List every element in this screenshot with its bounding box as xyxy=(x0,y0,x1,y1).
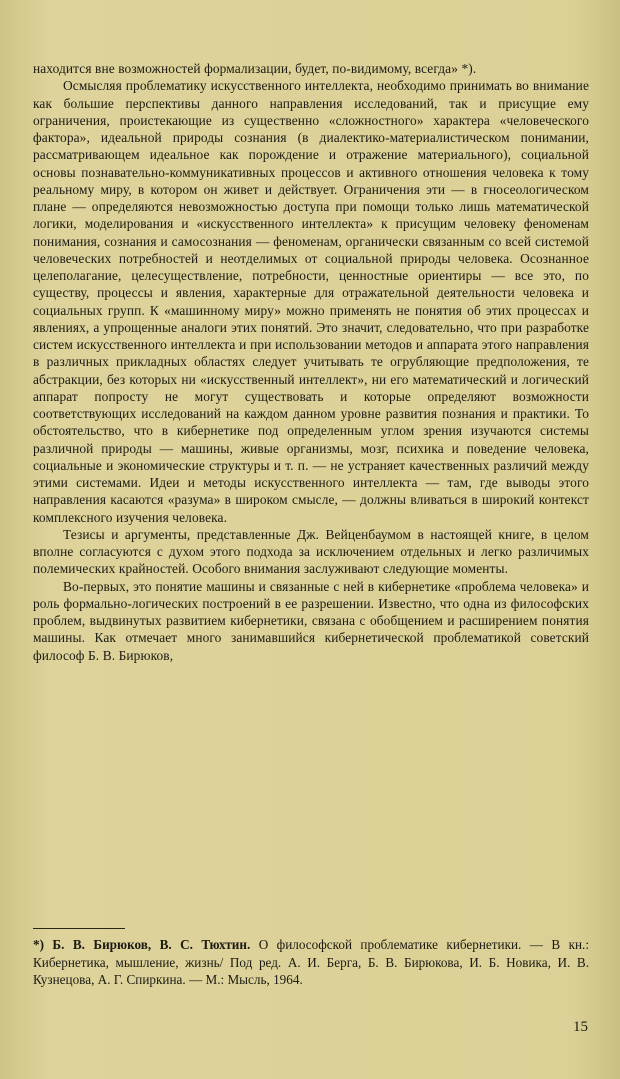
paragraph-theses: Тезисы и аргументы, представленные Дж. Вейценбаумом в настоящей книге, в целом вполне согласуются с духом этого подхода за исключением отдельных и легко различимых полемических крайностей. Особого внимания заслуживают следующие моменты. xyxy=(33,526,589,577)
footnote-marker: *) xyxy=(33,937,44,952)
footnote-divider xyxy=(33,928,125,929)
paragraph-ai-limits: Осмысляя проблематику искусственного интеллекта, необходимо принимать во внимание как большие перспективы данного направления исследований, так и присущие ему ограничения, проистекающие из существенно «сложностного» характера «человеческого фактора», идеальной природы сознания (в диалектико-материалистическом понимании, рассматривающем идеальное как порождение и отражение материального), социальной основы познавательно-коммуникативных процессов и активного отношения человека к тому реальному миру, в котором он живет и действует. Ограничения эти — в гносеологическом плане — определяются невозможностью доступа при помощи только лишь математической логики, моделирования и «искусственного интеллекта» к присущим человеку феноменам понимания, сознания и самосознания — феноменам, органически связанным со всей системой человеческих потребностей и неотделимых от социальной природы человека. Осознанное целеполагание, целесуществление, потребности, ценностные ориентиры — все это, по существу, процессы и явления, характерные для отражательной деятельности человека и социальных групп. К «машинному миру» можно применять не понятия об этих процессах и явлениях, а упрощенные аналоги этих понятий. Это значит, следовательно, что при разработке систем искусственного интеллекта и при использовании методов и аппарата этого направления в различных прикладных областях следует учитывать те огрубляющие предположения, те абстракции, без которых ни «искусственный интеллект», ни его математический и логический аппарат попросту не могут существовать и которые определяют возможности соответствующих исследований на каждом данном уровне развития познания и практики. То обстоятельство, что в кибернетике под определенным углом зрения изучаются системы различной природы — машины, живые организмы, мозг, психика и поведение человека, социальные и экономические структуры и т. п. — не устраняет качественных различий между этими системами. Идеи и методы искусственного интеллекта — там, где выводы этого направления касаются «разума» в широком смысле, — должны вливаться в широкий контекст комплексного изучения человека. xyxy=(33,78,589,525)
paragraph-continuation: находится вне возможностей формализации, будет, по-видимому, всегда» *). xyxy=(33,61,477,76)
page-number: 15 xyxy=(573,1019,588,1035)
footnote xyxy=(33,936,589,989)
footnote-authors: Б. В. Бирюков, В. С. Тюхтин. xyxy=(52,937,251,952)
main-text xyxy=(33,60,589,664)
paragraph-first-point: Во-первых, это понятие машины и связанные с ней в кибернетике «проблема человека» и роль формально-логических построений в ее разрешении. Известно, что одна из философских проблем, выдвинутых развитием кибернетики, связана с обобщением и расширением понятия машины. Как отмечает много занимавшийся кибернетической проблематикой советский философ Б. В. Бирюков, xyxy=(33,578,589,663)
footnote-text: О философской проблематике кибернетики. — В кн.: Кибернетика, мышление, жизнь/ Под ред. А. И. Берга, Б. В. Бирюкова, И. Б. Новика, И. В. Кузнецова, А. Г. Спиркина. — М.: Мысль, 1964. xyxy=(33,937,590,987)
